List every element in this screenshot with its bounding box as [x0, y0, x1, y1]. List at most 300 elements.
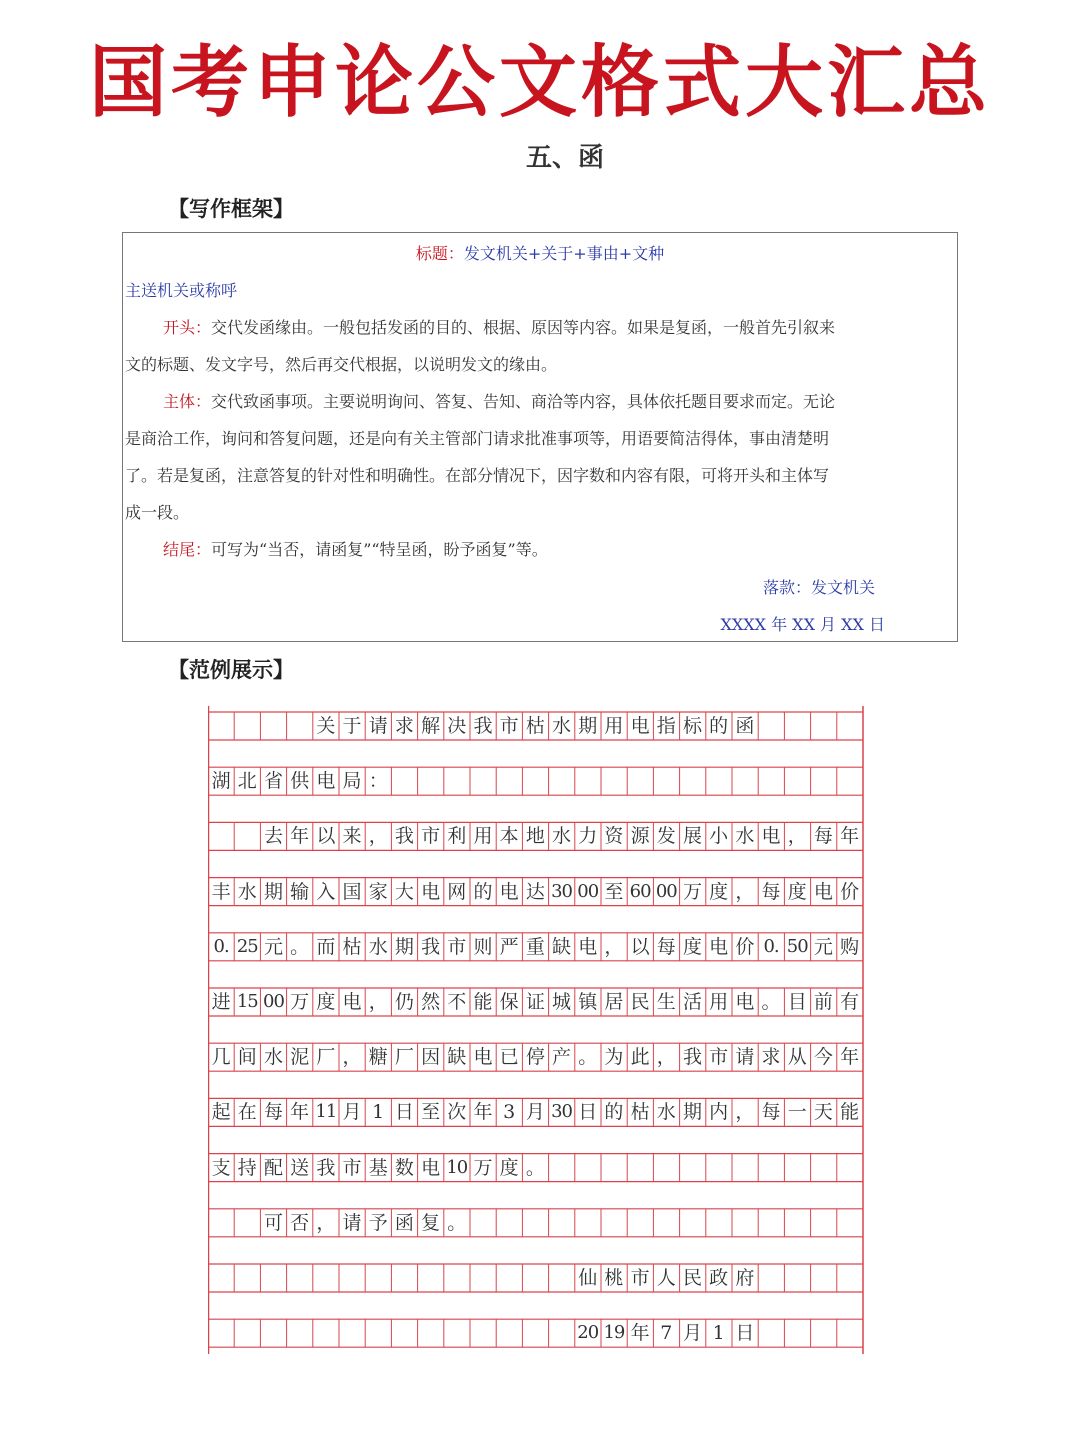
grid-cell: 资	[604, 825, 624, 848]
grid-cell: 我	[421, 935, 441, 958]
grid-cell: 。	[290, 935, 310, 958]
grid-cell: 0.	[213, 935, 229, 957]
grid-cell: 度	[787, 880, 807, 903]
grid-cell	[522, 767, 548, 795]
grid-cell: 30	[551, 1101, 572, 1123]
grid-cell: 复	[421, 1211, 441, 1234]
grid-cell: 年	[290, 1101, 310, 1124]
grid-cell	[758, 712, 784, 740]
grid-cell	[758, 767, 784, 795]
grid-cell: 19	[603, 1322, 625, 1344]
grid-cell	[208, 1264, 234, 1292]
grid-cell: ，	[735, 880, 755, 903]
grid-cell	[810, 1154, 836, 1182]
grid-cell	[627, 767, 653, 795]
grid-cell	[287, 1264, 313, 1292]
grid-cell: 间	[237, 1046, 257, 1069]
grid-cell: 大	[394, 880, 414, 903]
grid-cell	[706, 1154, 732, 1182]
grid-cell	[784, 1319, 810, 1347]
grid-cell: 水	[735, 825, 755, 848]
grid-cell: 为	[604, 1046, 624, 1069]
grid-cell: 0.	[763, 935, 779, 957]
framework-signature: 落款：发文机关	[762, 578, 875, 597]
grid-cell: 00	[577, 880, 599, 902]
grid-cell: 50	[786, 935, 808, 957]
grid-cell	[234, 822, 260, 850]
grid-cell: 水	[552, 715, 572, 737]
grid-cell	[522, 1209, 548, 1237]
grid-cell: 镇	[578, 991, 598, 1013]
grid-cell	[627, 1154, 653, 1182]
grid-cell	[548, 1154, 574, 1182]
grid-cell	[496, 767, 522, 795]
grid-cell: 于	[342, 715, 362, 737]
grid-cell: 60	[629, 880, 651, 902]
grid-cell	[470, 1264, 496, 1292]
grid-cell	[339, 1319, 365, 1347]
grid-cell: 水	[656, 1101, 676, 1124]
framework-body-line-4: 成一段。	[125, 503, 190, 522]
opening-text-1: 交代发函缘由。一般包括发函的目的、根据、原因等内容。如果是复函，一般首先引叙来	[211, 318, 836, 337]
grid-cell: 水	[368, 935, 388, 958]
grid-cell	[365, 1319, 391, 1347]
grid-cell: 价	[735, 935, 755, 958]
grid-cell: 度	[682, 935, 702, 958]
grid-cell: 缺	[447, 1046, 467, 1069]
grid-row	[208, 822, 863, 850]
grid-cell: 厂	[394, 1046, 414, 1069]
grid-cell: 10	[446, 1156, 468, 1178]
grid-cell: 支	[211, 1156, 231, 1179]
grid-row	[208, 1154, 863, 1182]
grid-row	[208, 988, 863, 1016]
grid-cell: ，	[342, 1046, 362, 1069]
grid-cell: 度	[709, 880, 729, 903]
grid-cell: 达	[525, 880, 545, 903]
grid-cell	[470, 1319, 496, 1347]
framework-body-line-2: 是商洽工作，询问和答复问题，还是向有关主管部门请求批准事项等，用语要简洁得体，事由清楚明	[125, 429, 830, 448]
grid-cell: 产	[552, 1046, 572, 1069]
grid-row	[208, 712, 863, 740]
grid-cell: 有	[840, 991, 860, 1013]
grid-cell	[260, 1319, 286, 1347]
grid-cell	[496, 1264, 522, 1292]
grid-cell	[784, 1209, 810, 1237]
grid-cell	[365, 1264, 391, 1292]
grid-cell: 因	[421, 1046, 441, 1069]
grid-cell: 20	[577, 1322, 599, 1344]
grid-cell: 进	[211, 991, 231, 1013]
grid-cell: 期	[263, 880, 283, 903]
grid-cell: 电	[421, 880, 441, 903]
grid-cell	[548, 767, 574, 795]
grid-cell: 则	[473, 935, 493, 958]
grid-cell: 请	[342, 1211, 362, 1234]
title-label: 标题：	[415, 244, 464, 263]
grid-cell: 电	[342, 991, 362, 1013]
grid-cell	[234, 1264, 260, 1292]
grid-cell: ：	[368, 770, 388, 793]
grid-cell: 日	[578, 1101, 598, 1124]
framework-closing-line	[163, 531, 953, 568]
framework-recipient: 主送机关或称呼	[125, 281, 238, 300]
grid-cell: 厂	[316, 1046, 336, 1069]
grid-cell	[732, 1209, 758, 1237]
grid-cell	[706, 767, 732, 795]
grid-cell: 小	[709, 825, 729, 848]
grid-cell: 日	[394, 1101, 414, 1124]
grid-cell: 电	[813, 880, 833, 903]
framework-opening-line-1	[163, 309, 953, 346]
grid-row	[208, 1264, 863, 1292]
grid-cell: 糖	[368, 1046, 388, 1069]
grid-cell	[470, 767, 496, 795]
grid-cell: 从	[787, 1046, 807, 1069]
grid-cell: 前	[813, 991, 833, 1013]
grid-cell: 请	[735, 1046, 755, 1069]
grid-cell: 力	[578, 825, 598, 848]
grid-cell: 可	[263, 1211, 283, 1234]
grid-cell	[418, 767, 444, 795]
grid-cell	[810, 712, 836, 740]
grid-cell: 的	[709, 715, 729, 737]
grid-cell: 每	[656, 935, 676, 958]
grid-cell	[496, 1209, 522, 1237]
grid-cell: 来	[342, 825, 362, 848]
grid-cell: 严	[499, 935, 519, 958]
grid-cell: 仍	[394, 991, 414, 1013]
grid-cell: 活	[682, 991, 702, 1013]
grid-cell: 水	[237, 880, 257, 903]
grid-cell: 电	[499, 880, 519, 903]
framework-title-line	[123, 235, 957, 272]
grid-cell: 决	[447, 715, 467, 737]
grid-cell: 年	[290, 825, 310, 848]
closing-label: 结尾：	[163, 540, 212, 559]
grid-cell: 以	[630, 935, 650, 958]
grid-cell: ，	[368, 991, 388, 1013]
grid-cell	[391, 1264, 417, 1292]
grid-cell	[732, 1154, 758, 1182]
grid-cell	[208, 712, 234, 740]
grid-cell	[653, 767, 679, 795]
grid-cell	[444, 1319, 470, 1347]
grid-cell: 而	[316, 935, 336, 958]
section-title: 五、函	[525, 143, 604, 173]
grid-cell: 能	[840, 1101, 860, 1124]
grid-cell: 北	[237, 770, 257, 793]
grid-cell: 关	[316, 715, 336, 737]
grid-cell: 利	[447, 825, 467, 848]
grid-cell: 桃	[604, 1267, 624, 1289]
grid-cell	[260, 1264, 286, 1292]
grid-cell	[706, 1209, 732, 1237]
grid-cell	[653, 1154, 679, 1182]
grid-cell: 期	[682, 1101, 702, 1124]
grid-cell	[784, 1264, 810, 1292]
grid-cell: 元	[263, 935, 283, 958]
grid-cell: 1	[372, 1101, 385, 1124]
grid-cell: 电	[316, 770, 336, 793]
grid-cell: 以	[316, 825, 336, 848]
grid-cell	[208, 822, 234, 850]
framework-body-line-1	[163, 383, 953, 420]
grid-cell: 用	[604, 715, 624, 737]
grid-cell: 年	[473, 1101, 493, 1124]
grid-cell: 市	[342, 1156, 362, 1179]
grid-cell: 11	[315, 1101, 337, 1123]
grid-cell	[496, 1319, 522, 1347]
grid-cell: ，	[604, 935, 624, 958]
closing-text: 可写为“当否，请函复”“特呈函，盼予函复”等。	[211, 540, 548, 559]
grid-cell: 然	[421, 991, 441, 1013]
grid-cell	[575, 767, 601, 795]
grid-cell: 请	[368, 715, 388, 737]
grid-cell	[732, 767, 758, 795]
grid-cell: 展	[682, 825, 702, 848]
grid-cell	[679, 767, 705, 795]
body-text-1: 交代致函事项。主要说明询问、答复、告知、商洽等内容，具体依托题目要求而定。无论	[211, 392, 836, 411]
grid-cell: 保	[499, 991, 519, 1013]
grid-row	[208, 933, 863, 961]
grid-cell: 源	[630, 825, 650, 848]
grid-cell: 解	[421, 715, 441, 737]
framework-box	[122, 232, 958, 642]
grid-cell: 电	[761, 825, 781, 848]
grid-cell: 市	[499, 715, 519, 737]
grid-cell	[758, 1154, 784, 1182]
main-title: 国考申论公文格式大汇总	[88, 38, 991, 128]
grid-cell	[548, 1209, 574, 1237]
grid-cell: 生	[656, 991, 676, 1013]
grid-cell: 人	[656, 1267, 676, 1289]
grid-cell: 指	[656, 715, 676, 737]
grid-cell	[784, 1154, 810, 1182]
grid-cell: 3	[503, 1101, 516, 1124]
grid-cell: 市	[709, 1046, 729, 1069]
grid-cell	[810, 767, 836, 795]
grid-cell: 期	[394, 935, 414, 958]
grid-cell: 用	[473, 825, 493, 848]
grid-cell: 已	[499, 1046, 519, 1069]
grid-row	[208, 1319, 863, 1347]
grid-cell: 我	[316, 1156, 336, 1179]
grid-cell: 政	[709, 1267, 729, 1289]
grid-cell: 家	[368, 880, 388, 903]
grid-cell	[627, 1209, 653, 1237]
grid-cell	[810, 1264, 836, 1292]
grid-cell: 地	[525, 825, 545, 848]
grid-cell: 期	[578, 715, 598, 737]
grid-row	[208, 1209, 863, 1237]
grid-cell	[575, 1209, 601, 1237]
grid-cell: 函	[394, 1211, 414, 1234]
grid-cell	[470, 1209, 496, 1237]
opening-label: 开头：	[163, 318, 212, 337]
grid-cell: 入	[316, 880, 336, 903]
grid-cell	[784, 767, 810, 795]
grid-cell: ，	[735, 1101, 755, 1124]
grid-cell	[837, 767, 863, 795]
grid-cell: 予	[368, 1211, 388, 1234]
grid-cell	[444, 767, 470, 795]
grid-cell: 缺	[552, 935, 572, 958]
grid-cell	[287, 1319, 313, 1347]
grid-cell: 每	[761, 1101, 781, 1124]
grid-cell: 基	[368, 1156, 388, 1179]
grid-cell: 局	[342, 770, 362, 793]
grid-cell	[758, 1319, 784, 1347]
grid-cell	[548, 1319, 574, 1347]
grid-cell: 天	[813, 1101, 833, 1124]
grid-cell: 丰	[211, 880, 231, 903]
grid-cell: 万	[473, 1156, 493, 1179]
grid-cell: 市	[447, 935, 467, 958]
grid-cell: 年	[840, 1046, 860, 1069]
grid-cell: 枯	[525, 715, 545, 737]
example-grid	[208, 706, 864, 1354]
grid-cell	[234, 1319, 260, 1347]
grid-cell: 一	[787, 1101, 807, 1124]
grid-cell: 停	[525, 1046, 545, 1069]
grid-cell	[810, 1209, 836, 1237]
grid-cell	[810, 1319, 836, 1347]
grid-cell: 城	[552, 991, 572, 1013]
grid-cell	[758, 1209, 784, 1237]
grid-row	[208, 767, 863, 795]
grid-cell: 水	[552, 825, 572, 848]
grid-cell: 电	[473, 1046, 493, 1069]
grid-cell: 市	[630, 1267, 650, 1289]
grid-cell	[234, 1209, 260, 1237]
grid-cell	[313, 1319, 339, 1347]
grid-cell: 。	[525, 1156, 545, 1179]
grid-cell	[339, 1264, 365, 1292]
grid-cell: 月	[682, 1322, 702, 1345]
grid-cell	[522, 1264, 548, 1292]
grid-cell: 送	[290, 1156, 310, 1179]
framework-opening-line-2: 文的标题、发文字号，然后再交代根据，以说明发文的缘由。	[125, 355, 558, 374]
grid-cell: 度	[316, 991, 336, 1013]
grid-cell: 水	[263, 1046, 283, 1069]
grid-cell	[837, 712, 863, 740]
grid-cell: 目	[787, 991, 807, 1013]
grid-cell	[391, 1319, 417, 1347]
grid-cell	[575, 1154, 601, 1182]
grid-cell: 输	[290, 880, 310, 903]
grid-cell: 市	[421, 825, 441, 848]
grid-cell: 标	[682, 715, 702, 737]
grid-cell	[234, 712, 260, 740]
grid-cell: ，	[656, 1046, 676, 1069]
grid-cell: 几	[211, 1046, 231, 1069]
grid-cell: 。	[578, 1046, 598, 1069]
grid-cell: 电	[578, 935, 598, 958]
grid-cell: 购	[840, 935, 860, 958]
grid-lines	[208, 706, 864, 1354]
body-label: 主体：	[163, 392, 212, 411]
grid-cell: 否	[290, 1211, 310, 1234]
grid-cell: 不	[447, 991, 467, 1013]
grid-cell: 年	[840, 825, 860, 848]
grid-cell: 能	[473, 991, 493, 1013]
grid-cell: 省	[263, 770, 283, 793]
grid-cell: 00	[263, 991, 284, 1012]
grid-cell	[601, 1209, 627, 1237]
grid-cell	[837, 1154, 863, 1182]
grid-cell	[287, 712, 313, 740]
grid-cell: 去	[263, 825, 283, 848]
grid-cell	[837, 1209, 863, 1237]
grid-cell: 居	[604, 991, 624, 1013]
grid-cell: 的	[473, 880, 493, 903]
example-heading: 【范例展示】	[168, 658, 294, 682]
grid-cell: 内	[709, 1101, 729, 1124]
grid-cell: 月	[342, 1101, 362, 1124]
grid-cell: 民	[630, 991, 650, 1013]
grid-cell: 此	[630, 1046, 650, 1069]
grid-cell: 电	[421, 1156, 441, 1179]
grid-cell	[601, 1154, 627, 1182]
grid-cell: 25	[236, 935, 258, 957]
grid-cell: 7	[660, 1322, 673, 1345]
grid-cell	[260, 712, 286, 740]
grid-cell: 证	[525, 991, 545, 1013]
grid-row	[208, 1043, 863, 1071]
grid-cell: 度	[499, 1156, 519, 1179]
grid-cell: 网	[447, 880, 467, 903]
grid-cell: 月	[525, 1101, 545, 1124]
grid-cell: 电	[709, 935, 729, 958]
grid-cell	[444, 1264, 470, 1292]
grid-cell	[208, 1319, 234, 1347]
grid-cell: 电	[630, 715, 650, 737]
grid-cell: ，	[787, 825, 807, 848]
grid-cell: 元	[813, 935, 833, 958]
grid-cell: 在	[237, 1101, 257, 1124]
grid-cell: 持	[237, 1156, 257, 1179]
grid-cell: 用	[709, 991, 729, 1013]
grid-cell	[758, 1264, 784, 1292]
grid-cell	[418, 1319, 444, 1347]
grid-cell: 我	[473, 715, 493, 737]
grid-cell: 民	[682, 1267, 702, 1289]
grid-cell: 今	[813, 1046, 833, 1069]
grid-cell: 万	[290, 991, 310, 1013]
grid-cell	[601, 767, 627, 795]
grid-cell	[837, 1319, 863, 1347]
framework-heading: 【写作框架】	[168, 197, 294, 221]
grid-cell: 我	[682, 1046, 702, 1069]
grid-cell	[391, 767, 417, 795]
grid-cell: 00	[655, 880, 677, 902]
grid-cell: 求	[394, 715, 414, 737]
grid-cell: 电	[735, 991, 755, 1013]
grid-cell: 国	[342, 880, 362, 903]
grid-cell: 本	[499, 825, 519, 848]
grid-cell: 日	[735, 1322, 755, 1345]
framework-date: XXXX 年 XX 月 XX 日	[720, 615, 885, 634]
grid-cell: 府	[735, 1267, 755, 1289]
grid-cell: 至	[421, 1101, 441, 1124]
grid-cell: 供	[290, 770, 310, 793]
grid-cell: 每	[263, 1101, 283, 1124]
grid-cell: 起	[211, 1101, 231, 1124]
grid-cell: ，	[368, 825, 388, 848]
grid-cell: 重	[525, 935, 545, 958]
grid-cell: 。	[761, 991, 781, 1013]
